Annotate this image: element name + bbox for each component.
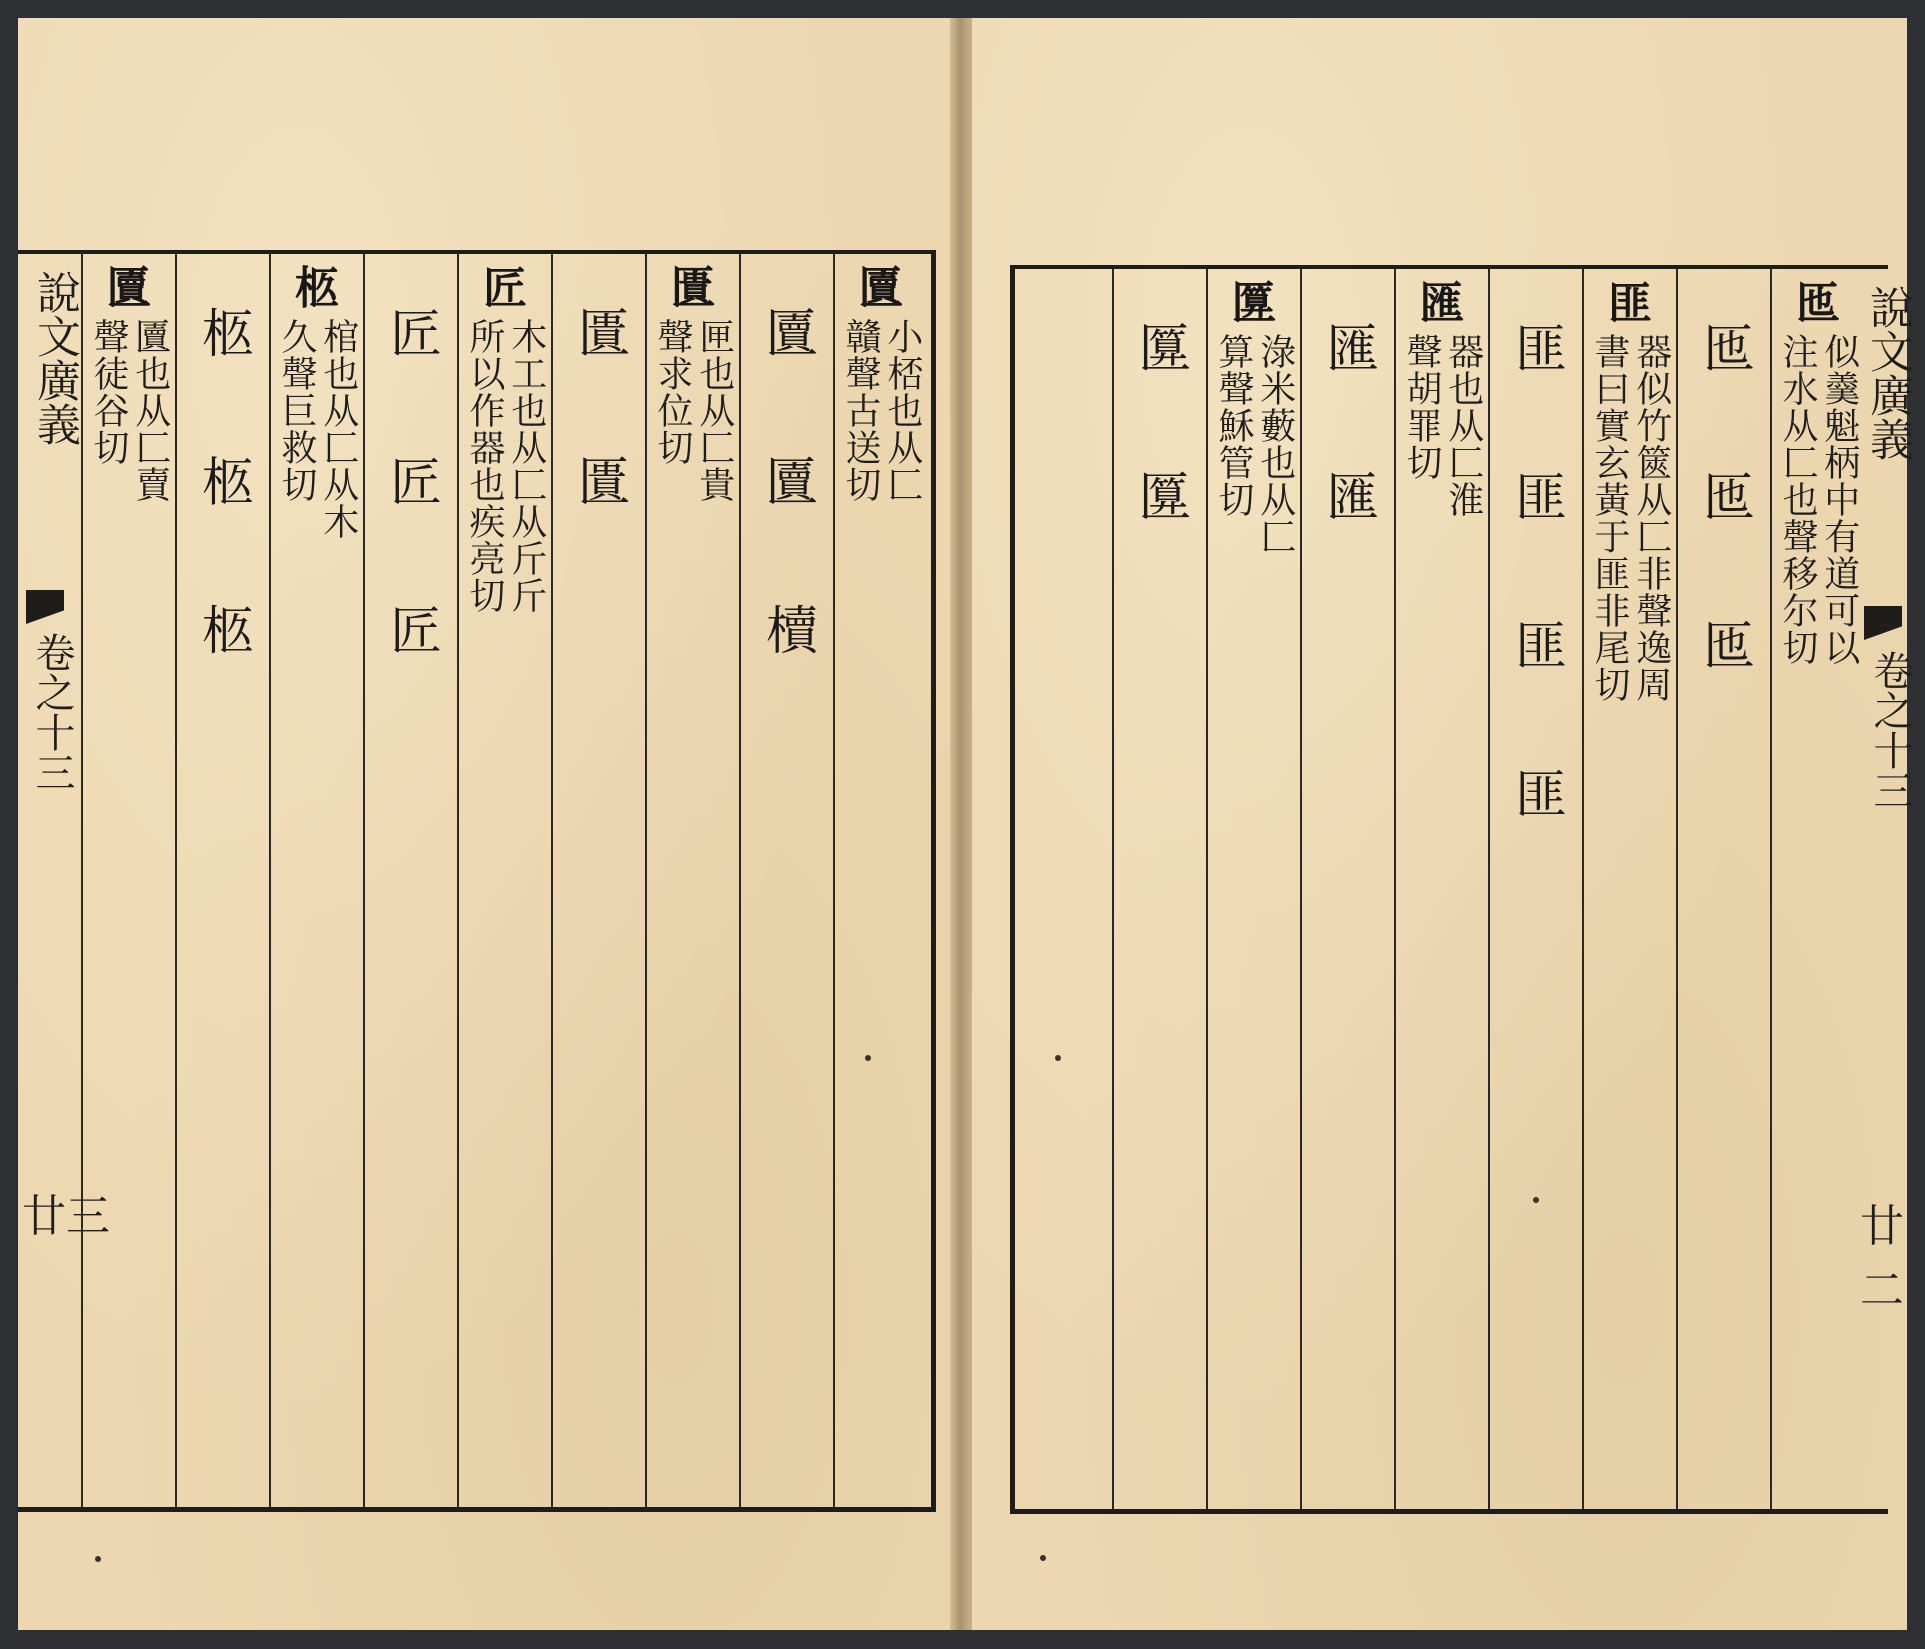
paper-speck xyxy=(1040,1555,1046,1561)
left-print-frame xyxy=(18,250,936,1512)
right-entry-1 xyxy=(1770,269,1864,1509)
left-entry-5 xyxy=(81,254,175,1507)
left-seal-column-2 xyxy=(551,254,645,1507)
paper-speck xyxy=(1055,1055,1061,1061)
entry-gloss: 棺也从匚从木 久聲巨救切 xyxy=(276,318,359,541)
entry-head-character: 匵 xyxy=(859,263,903,314)
entry-head-character: 匯 xyxy=(1420,278,1464,329)
entry-gloss: 淥米藪也从匚 算聲穌管切 xyxy=(1213,333,1296,556)
left-fold-volume: 卷之十三 xyxy=(29,632,75,792)
left-seal-column-3 xyxy=(363,254,457,1507)
entry-head-character: 柩 xyxy=(295,263,339,314)
left-fold-title: 說文廣義 xyxy=(29,270,80,446)
right-print-frame xyxy=(1010,265,1888,1514)
right-seal-column-3 xyxy=(1300,269,1394,1509)
seal-script-forms: 匴 匴 xyxy=(1129,321,1190,562)
seal-script-forms: 匜 匜 匜 xyxy=(1693,321,1754,711)
left-folio-number: 廿三 xyxy=(22,1191,110,1242)
paper-speck xyxy=(95,1556,101,1562)
entry-gloss: 似羹魁柄中有道可以 注水从匚也聲移尔切 xyxy=(1777,333,1860,667)
paper-speck xyxy=(865,1055,871,1061)
left-entry-2 xyxy=(645,254,739,1507)
entry-gloss: 木工也从匚从斤斤 所以作器也疾亮切 xyxy=(464,318,547,615)
right-seal-column-2 xyxy=(1488,269,1582,1509)
entry-head-character: 匴 xyxy=(1232,278,1276,329)
entry-head-character: 匱 xyxy=(671,263,715,314)
seal-script-forms: 匵 匵 櫝 xyxy=(756,306,817,696)
entry-head-character: 匪 xyxy=(1608,278,1652,329)
seal-script-forms: 匱 匱 xyxy=(568,306,629,547)
right-entry-4 xyxy=(1206,269,1300,1509)
seal-script-forms: 柩 柩 柩 xyxy=(192,306,253,696)
entry-gloss: 器也从匚淮 聲胡罪切 xyxy=(1401,333,1484,519)
entry-gloss: 器似竹篋从匚非聲逸周 書曰實玄黃于匪非尾切 xyxy=(1589,333,1672,704)
right-entry-3 xyxy=(1394,269,1488,1509)
left-entry-4 xyxy=(269,254,363,1507)
entry-head-character: 匵 xyxy=(107,263,151,314)
right-folio-number: 廿二 xyxy=(1860,1201,1904,1316)
left-seal-column-4 xyxy=(175,254,269,1507)
seal-script-forms: 匪 匪 匪 匪 xyxy=(1505,321,1566,859)
entry-gloss: 小桮也从匚 贛聲古送切 xyxy=(840,318,923,504)
right-empty-column xyxy=(1018,269,1112,1509)
entry-head-character: 匠 xyxy=(483,263,527,314)
left-seal-column-1 xyxy=(739,254,833,1507)
book-gutter xyxy=(950,18,972,1630)
seal-script-forms: 匯 匯 xyxy=(1317,321,1378,562)
right-fold-volume: 卷之十三 xyxy=(1867,650,1913,810)
entry-gloss: 匵也从匚賣 聲徒谷切 xyxy=(88,318,171,504)
right-fold-title: 說文廣義 xyxy=(1862,285,1913,461)
left-entry-1 xyxy=(833,254,927,1507)
right-entry-2 xyxy=(1582,269,1676,1509)
paper-speck xyxy=(1533,1197,1539,1203)
entry-head-character: 匜 xyxy=(1796,278,1840,329)
seal-script-forms: 匠 匠 匠 xyxy=(380,306,441,696)
entry-gloss: 匣也从匚貴 聲求位切 xyxy=(652,318,735,504)
left-entry-3 xyxy=(457,254,551,1507)
right-seal-column-1 xyxy=(1676,269,1770,1509)
right-seal-column-4 xyxy=(1112,269,1206,1509)
